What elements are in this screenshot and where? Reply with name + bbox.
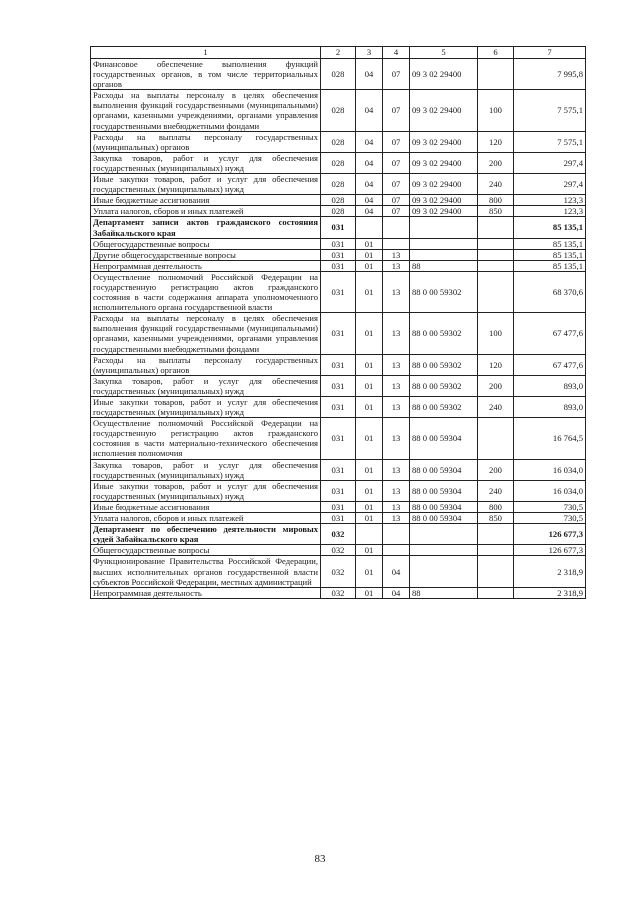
target-article-cell: 09 3 02 29400 bbox=[410, 152, 478, 173]
expense-type-cell bbox=[478, 271, 514, 312]
amount-cell: 2 318,9 bbox=[514, 587, 586, 598]
section-cell: 04 bbox=[356, 59, 383, 90]
target-article-cell bbox=[410, 249, 478, 260]
target-article-cell bbox=[410, 545, 478, 556]
expense-type-cell bbox=[478, 238, 514, 249]
subsection-cell: 13 bbox=[383, 480, 410, 501]
table-row bbox=[91, 501, 586, 512]
table-row bbox=[91, 249, 586, 260]
target-article-cell: 88 0 00 59302 bbox=[410, 354, 478, 375]
amount-cell: 730,5 bbox=[514, 501, 586, 512]
target-article-cell: 88 0 00 59302 bbox=[410, 397, 478, 418]
admin-code-cell: 031 bbox=[321, 260, 356, 271]
subsection-cell: 07 bbox=[383, 195, 410, 206]
column-header: 5 bbox=[410, 47, 478, 59]
table-row bbox=[91, 59, 586, 90]
expense-type-cell: 120 bbox=[478, 131, 514, 152]
subsection-cell: 04 bbox=[383, 556, 410, 587]
admin-code-cell: 032 bbox=[321, 524, 356, 545]
row-name-cell: Расходы на выплаты персоналу государственных (муниципальных) органов bbox=[91, 354, 321, 375]
amount-cell: 730,5 bbox=[514, 513, 586, 524]
amount-cell: 126 677,3 bbox=[514, 545, 586, 556]
target-article-cell: 09 3 02 29400 bbox=[410, 174, 478, 195]
admin-code-cell: 031 bbox=[321, 354, 356, 375]
amount-cell: 7 575,1 bbox=[514, 131, 586, 152]
column-header: 3 bbox=[356, 47, 383, 59]
subsection-cell: 07 bbox=[383, 59, 410, 90]
row-name-cell: Департамент по обеспечению деятельности мировых судей Забайкальского края bbox=[91, 524, 321, 545]
target-article-cell: 88 0 00 59302 bbox=[410, 313, 478, 354]
amount-cell: 85 135,1 bbox=[514, 217, 586, 238]
subsection-cell bbox=[383, 545, 410, 556]
subsection-cell: 04 bbox=[383, 587, 410, 598]
admin-code-cell: 031 bbox=[321, 397, 356, 418]
table-row bbox=[91, 313, 586, 354]
table-row bbox=[91, 556, 586, 587]
target-article-cell bbox=[410, 217, 478, 238]
admin-code-cell: 031 bbox=[321, 217, 356, 238]
row-name-cell: Закупка товаров, работ и услуг для обеспечения государственных (муниципальных) нужд bbox=[91, 375, 321, 396]
amount-cell: 126 677,3 bbox=[514, 524, 586, 545]
target-article-cell bbox=[410, 556, 478, 587]
table-row bbox=[91, 513, 586, 524]
admin-code-cell: 031 bbox=[321, 513, 356, 524]
table-header-row bbox=[91, 47, 586, 59]
table-row bbox=[91, 524, 586, 545]
table-row bbox=[91, 131, 586, 152]
expense-type-cell bbox=[478, 217, 514, 238]
target-article-cell: 88 bbox=[410, 260, 478, 271]
target-article-cell: 09 3 02 29400 bbox=[410, 206, 478, 217]
admin-code-cell: 031 bbox=[321, 249, 356, 260]
subsection-cell bbox=[383, 524, 410, 545]
table-row bbox=[91, 375, 586, 396]
expense-type-cell bbox=[478, 418, 514, 459]
section-cell bbox=[356, 217, 383, 238]
column-header: 6 bbox=[478, 47, 514, 59]
row-name-cell: Закупка товаров, работ и услуг для обеспечения государственных (муниципальных) нужд bbox=[91, 152, 321, 173]
row-name-cell: Расходы на выплаты персоналу в целях обеспечения выполнения функций государственными (муниципальными) органами, казенными учреждениями, органами управления государственными внебюджетными фондами bbox=[91, 313, 321, 354]
subsection-cell: 13 bbox=[383, 354, 410, 375]
section-cell: 01 bbox=[356, 238, 383, 249]
section-cell: 04 bbox=[356, 131, 383, 152]
row-name-cell: Общегосударственные вопросы bbox=[91, 545, 321, 556]
column-header: 7 bbox=[514, 47, 586, 59]
section-cell: 01 bbox=[356, 501, 383, 512]
budget-table bbox=[90, 46, 586, 599]
section-cell: 04 bbox=[356, 90, 383, 131]
target-article-cell: 88 0 00 59304 bbox=[410, 513, 478, 524]
table-row bbox=[91, 217, 586, 238]
subsection-cell: 13 bbox=[383, 260, 410, 271]
table-row bbox=[91, 354, 586, 375]
table-row bbox=[91, 271, 586, 312]
target-article-cell: 88 0 00 59304 bbox=[410, 501, 478, 512]
amount-cell: 85 135,1 bbox=[514, 260, 586, 271]
amount-cell: 16 034,0 bbox=[514, 480, 586, 501]
amount-cell: 2 318,9 bbox=[514, 556, 586, 587]
admin-code-cell: 028 bbox=[321, 59, 356, 90]
row-name-cell: Департамент записи актов гражданского состояния Забайкальского края bbox=[91, 217, 321, 238]
admin-code-cell: 031 bbox=[321, 501, 356, 512]
section-cell: 04 bbox=[356, 195, 383, 206]
column-header: 2 bbox=[321, 47, 356, 59]
section-cell: 01 bbox=[356, 397, 383, 418]
expense-type-cell: 800 bbox=[478, 501, 514, 512]
subsection-cell: 07 bbox=[383, 174, 410, 195]
subsection-cell: 13 bbox=[383, 313, 410, 354]
section-cell: 01 bbox=[356, 354, 383, 375]
subsection-cell: 07 bbox=[383, 131, 410, 152]
row-name-cell: Иные бюджетные ассигнования bbox=[91, 195, 321, 206]
amount-cell: 297,4 bbox=[514, 174, 586, 195]
section-cell: 01 bbox=[356, 249, 383, 260]
subsection-cell: 13 bbox=[383, 501, 410, 512]
admin-code-cell: 028 bbox=[321, 131, 356, 152]
expense-type-cell: 240 bbox=[478, 174, 514, 195]
subsection-cell: 13 bbox=[383, 513, 410, 524]
section-cell: 01 bbox=[356, 556, 383, 587]
subsection-cell: 13 bbox=[383, 397, 410, 418]
admin-code-cell: 028 bbox=[321, 152, 356, 173]
section-cell: 01 bbox=[356, 313, 383, 354]
subsection-cell: 13 bbox=[383, 271, 410, 312]
subsection-cell: 13 bbox=[383, 418, 410, 459]
target-article-cell bbox=[410, 524, 478, 545]
amount-cell: 893,0 bbox=[514, 375, 586, 396]
expense-type-cell bbox=[478, 556, 514, 587]
amount-cell: 123,3 bbox=[514, 206, 586, 217]
row-name-cell: Уплата налогов, сборов и иных платежей bbox=[91, 206, 321, 217]
admin-code-cell: 028 bbox=[321, 174, 356, 195]
table-row bbox=[91, 459, 586, 480]
amount-cell: 123,3 bbox=[514, 195, 586, 206]
subsection-cell: 07 bbox=[383, 90, 410, 131]
section-cell: 01 bbox=[356, 459, 383, 480]
expense-type-cell: 100 bbox=[478, 313, 514, 354]
amount-cell: 16 764,5 bbox=[514, 418, 586, 459]
target-article-cell: 09 3 02 29400 bbox=[410, 59, 478, 90]
admin-code-cell: 028 bbox=[321, 195, 356, 206]
expense-type-cell bbox=[478, 59, 514, 90]
table-row bbox=[91, 545, 586, 556]
table-row bbox=[91, 206, 586, 217]
target-article-cell: 88 0 00 59304 bbox=[410, 418, 478, 459]
table-row bbox=[91, 587, 586, 598]
admin-code-cell: 032 bbox=[321, 556, 356, 587]
expense-type-cell bbox=[478, 587, 514, 598]
section-cell: 01 bbox=[356, 513, 383, 524]
target-article-cell: 09 3 02 29400 bbox=[410, 90, 478, 131]
expense-type-cell: 120 bbox=[478, 354, 514, 375]
section-cell: 01 bbox=[356, 418, 383, 459]
section-cell: 01 bbox=[356, 260, 383, 271]
section-cell: 04 bbox=[356, 174, 383, 195]
admin-code-cell: 031 bbox=[321, 313, 356, 354]
expense-type-cell: 100 bbox=[478, 90, 514, 131]
table-row bbox=[91, 480, 586, 501]
subsection-cell: 13 bbox=[383, 249, 410, 260]
row-name-cell: Осуществление полномочий Российской Федерации на государственную регистрацию актов гражданского состояния в части содержания аппарата уполномоченного исполнительного органа государственной власти bbox=[91, 271, 321, 312]
section-cell: 01 bbox=[356, 271, 383, 312]
table-row bbox=[91, 174, 586, 195]
amount-cell: 67 477,6 bbox=[514, 313, 586, 354]
subsection-cell: 07 bbox=[383, 152, 410, 173]
table-row bbox=[91, 195, 586, 206]
row-name-cell: Расходы на выплаты персоналу государственных (муниципальных) органов bbox=[91, 131, 321, 152]
amount-cell: 85 135,1 bbox=[514, 238, 586, 249]
target-article-cell: 88 0 00 59304 bbox=[410, 459, 478, 480]
admin-code-cell: 031 bbox=[321, 459, 356, 480]
amount-cell: 16 034,0 bbox=[514, 459, 586, 480]
amount-cell: 893,0 bbox=[514, 397, 586, 418]
admin-code-cell: 032 bbox=[321, 587, 356, 598]
row-name-cell: Общегосударственные вопросы bbox=[91, 238, 321, 249]
admin-code-cell: 028 bbox=[321, 206, 356, 217]
row-name-cell: Непрограммная деятельность bbox=[91, 587, 321, 598]
expense-type-cell: 240 bbox=[478, 397, 514, 418]
row-name-cell: Другие общегосударственные вопросы bbox=[91, 249, 321, 260]
table-row bbox=[91, 152, 586, 173]
subsection-cell: 07 bbox=[383, 206, 410, 217]
subsection-cell bbox=[383, 217, 410, 238]
amount-cell: 85 135,1 bbox=[514, 249, 586, 260]
section-cell: 01 bbox=[356, 480, 383, 501]
subsection-cell bbox=[383, 238, 410, 249]
expense-type-cell: 240 bbox=[478, 480, 514, 501]
admin-code-cell: 031 bbox=[321, 238, 356, 249]
column-header: 1 bbox=[91, 47, 321, 59]
admin-code-cell: 028 bbox=[321, 90, 356, 131]
column-header: 4 bbox=[383, 47, 410, 59]
row-name-cell: Финансовое обеспечение выполнения функций государственных органов, в том числе территориальных органов bbox=[91, 59, 321, 90]
expense-type-cell: 200 bbox=[478, 375, 514, 396]
row-name-cell: Непрограммная деятельность bbox=[91, 260, 321, 271]
expense-type-cell: 200 bbox=[478, 152, 514, 173]
row-name-cell: Закупка товаров, работ и услуг для обеспечения государственных (муниципальных) нужд bbox=[91, 459, 321, 480]
expense-type-cell: 850 bbox=[478, 513, 514, 524]
admin-code-cell: 031 bbox=[321, 480, 356, 501]
amount-cell: 7 995,8 bbox=[514, 59, 586, 90]
row-name-cell: Уплата налогов, сборов и иных платежей bbox=[91, 513, 321, 524]
table-row bbox=[91, 260, 586, 271]
row-name-cell: Иные закупки товаров, работ и услуг для обеспечения государственных (муниципальных) нужд bbox=[91, 480, 321, 501]
target-article-cell: 88 0 00 59304 bbox=[410, 480, 478, 501]
subsection-cell: 13 bbox=[383, 459, 410, 480]
expense-type-cell bbox=[478, 260, 514, 271]
expense-type-cell: 850 bbox=[478, 206, 514, 217]
target-article-cell: 09 3 02 29400 bbox=[410, 195, 478, 206]
row-name-cell: Расходы на выплаты персоналу в целях обеспечения выполнения функций государственными (муниципальными) органами, казенными учреждениями, органами управления государственными внебюджетными фондами bbox=[91, 90, 321, 131]
page-number: 83 bbox=[314, 853, 326, 865]
section-cell: 01 bbox=[356, 375, 383, 396]
target-article-cell: 88 bbox=[410, 587, 478, 598]
amount-cell: 67 477,6 bbox=[514, 354, 586, 375]
target-article-cell: 88 0 00 59302 bbox=[410, 271, 478, 312]
admin-code-cell: 031 bbox=[321, 375, 356, 396]
section-cell: 01 bbox=[356, 587, 383, 598]
row-name-cell: Иные закупки товаров, работ и услуг для обеспечения государственных (муниципальных) нужд bbox=[91, 174, 321, 195]
row-name-cell: Осуществление полномочий Российской Федерации на государственную регистрацию актов гражданского состояния в части материально-технического обеспечения исполнения полномочия bbox=[91, 418, 321, 459]
amount-cell: 7 575,1 bbox=[514, 90, 586, 131]
section-cell: 04 bbox=[356, 206, 383, 217]
target-article-cell: 88 0 00 59302 bbox=[410, 375, 478, 396]
expense-type-cell: 200 bbox=[478, 459, 514, 480]
expense-type-cell bbox=[478, 249, 514, 260]
amount-cell: 297,4 bbox=[514, 152, 586, 173]
row-name-cell: Иные закупки товаров, работ и услуг для обеспечения государственных (муниципальных) нужд bbox=[91, 397, 321, 418]
section-cell bbox=[356, 524, 383, 545]
expense-type-cell bbox=[478, 545, 514, 556]
admin-code-cell: 032 bbox=[321, 545, 356, 556]
row-name-cell: Функционирование Правительства Российской Федерации, высших исполнительных органов государственной власти субъектов Российской Федерации, местных администраций bbox=[91, 556, 321, 587]
expense-type-cell bbox=[478, 524, 514, 545]
target-article-cell bbox=[410, 238, 478, 249]
amount-cell: 68 370,6 bbox=[514, 271, 586, 312]
target-article-cell: 09 3 02 29400 bbox=[410, 131, 478, 152]
section-cell: 01 bbox=[356, 545, 383, 556]
expense-type-cell: 800 bbox=[478, 195, 514, 206]
admin-code-cell: 031 bbox=[321, 271, 356, 312]
table-row bbox=[91, 397, 586, 418]
admin-code-cell: 031 bbox=[321, 418, 356, 459]
table-row bbox=[91, 90, 586, 131]
table-row bbox=[91, 238, 586, 249]
row-name-cell: Иные бюджетные ассигнования bbox=[91, 501, 321, 512]
table-row bbox=[91, 418, 586, 459]
subsection-cell: 13 bbox=[383, 375, 410, 396]
table-body bbox=[91, 59, 586, 599]
section-cell: 04 bbox=[356, 152, 383, 173]
